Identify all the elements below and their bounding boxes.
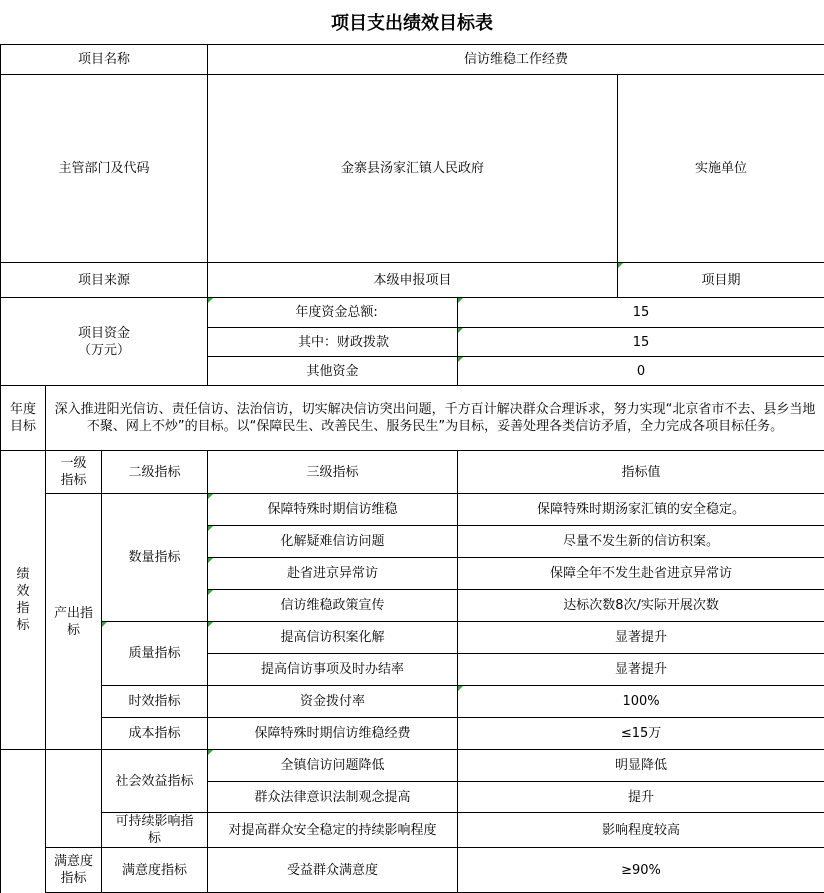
header-level1-line2: 指标 (50, 472, 97, 489)
perf-label-char2: 效 (5, 583, 41, 600)
dept-value: 金寨县汤家汇镇人民政府 (208, 75, 618, 263)
header-level1-line1: 一级 (50, 455, 97, 472)
row-objective (1, 386, 824, 451)
row-project-name (1, 45, 824, 75)
output-label (46, 494, 102, 750)
level3-cell: 群众法律意识法制观念提高 (208, 782, 458, 813)
value-cell: ≥90% (458, 848, 824, 893)
value-cell: 保障特殊时期汤家汇镇的安全稳定。 (458, 494, 824, 526)
output-label-line1: 产出指 (50, 605, 97, 622)
value-cell: 影响程度较高 (458, 813, 824, 848)
funds-total-value: 15 (458, 298, 824, 328)
perf-label (1, 451, 46, 750)
level3-cell: 提高信访积案化解 (208, 622, 458, 654)
satisfaction-level1-line1: 满意度 (50, 853, 97, 870)
project-name-value: 信访维稳工作经费 (208, 45, 824, 75)
header-level2: 二级指标 (102, 451, 208, 494)
funds-total-label: 年度资金总额: (208, 298, 458, 328)
level3-cell: 赴省进京异常访 (208, 558, 458, 590)
performance-table (0, 44, 824, 893)
row-funds-total (1, 298, 824, 328)
funds-label-line1: 项目资金 (5, 325, 203, 342)
cost-label: 成本指标 (102, 718, 208, 750)
source-value: 本级申报项目 (208, 263, 618, 298)
project-name-label: 项目名称 (1, 45, 208, 75)
funds-fiscal-label: 其中：财政拨款 (208, 328, 458, 357)
page-title: 项目支出绩效目标表 (0, 0, 824, 44)
value-cell: 显著提升 (458, 622, 824, 654)
social-label: 社会效益指标 (102, 750, 208, 813)
sustainable-label-line2: 标 (106, 830, 203, 847)
table-row (1, 813, 824, 848)
sustainable-label-line1: 可持续影响指 (106, 813, 203, 830)
perf-label-char4: 标 (5, 617, 41, 634)
value-cell: ≤15万 (458, 718, 824, 750)
source-label: 项目来源 (1, 263, 208, 298)
table-row (1, 750, 824, 782)
value-cell: 100% (458, 686, 824, 718)
period-label: 项目期 (618, 263, 824, 298)
header-level1 (46, 451, 102, 494)
value-cell: 提升 (458, 782, 824, 813)
objective-label-line2: 目标 (5, 418, 41, 435)
funds-label-line2: （万元） (5, 342, 203, 359)
satisfaction-level1 (46, 848, 102, 893)
value-cell: 达标次数8次/实际开展次数 (458, 590, 824, 622)
level3-cell: 资金拨付率 (208, 686, 458, 718)
level3-cell: 化解疑难信访问题 (208, 526, 458, 558)
dept-label: 主管部门及代码 (1, 75, 208, 263)
level3-cell: 提高信访事项及时办结率 (208, 654, 458, 686)
table-row (1, 848, 824, 893)
quality-label: 质量指标 (102, 622, 208, 686)
quantity-label: 数量指标 (102, 494, 208, 622)
timeliness-label: 时效指标 (102, 686, 208, 718)
effect-level1-blank (46, 750, 102, 848)
funds-label (1, 298, 208, 386)
level3-cell: 全镇信访问题降低 (208, 750, 458, 782)
level3-cell: 对提高群众安全稳定的持续影响程度 (208, 813, 458, 848)
perf-label-char3: 指 (5, 600, 41, 617)
objective-text: 深入推进阳光信访、责任信访、法治信访，切实解决信访突出问题，千方百计解决群众合理诉求，努力实现“北京省市不去、县乡当地不聚、网上不炒”的目标。以“保障民生、改善民生、服务民生”为目标，妥善处理各类信访矛盾，全力完成各项目标任务。 (46, 386, 824, 451)
value-cell: 明显降低 (458, 750, 824, 782)
level3-cell: 保障特殊时期信访维稳经费 (208, 718, 458, 750)
level3-cell: 信访维稳政策宣传 (208, 590, 458, 622)
value-cell: 保障全年不发生赴省进京异常访 (458, 558, 824, 590)
header-value: 指标值 (458, 451, 824, 494)
table-row (1, 686, 824, 718)
row-department (1, 75, 824, 263)
objective-label-line1: 年度 (5, 401, 41, 418)
perf-label-char1: 绩 (5, 566, 41, 583)
row-headers (1, 451, 824, 494)
level3-cell: 保障特殊时期信访维稳 (208, 494, 458, 526)
funds-fiscal-value: 15 (458, 328, 824, 357)
impl-label: 实施单位 (618, 75, 824, 263)
objective-label (1, 386, 46, 451)
funds-other-value: 0 (458, 357, 824, 386)
value-cell: 显著提升 (458, 654, 824, 686)
level3-cell: 受益群众满意度 (208, 848, 458, 893)
output-label-line2: 标 (50, 622, 97, 639)
row-source (1, 263, 824, 298)
perf-label-lower (1, 750, 46, 893)
satisfaction-level1-line2: 指标 (50, 870, 97, 887)
funds-other-label: 其他资金 (208, 357, 458, 386)
value-cell: 尽量不发生新的信访积案。 (458, 526, 824, 558)
table-row (1, 622, 824, 654)
satisfaction-level2: 满意度指标 (102, 848, 208, 893)
sustainable-label (102, 813, 208, 848)
header-level3: 三级指标 (208, 451, 458, 494)
table-row (1, 494, 824, 526)
